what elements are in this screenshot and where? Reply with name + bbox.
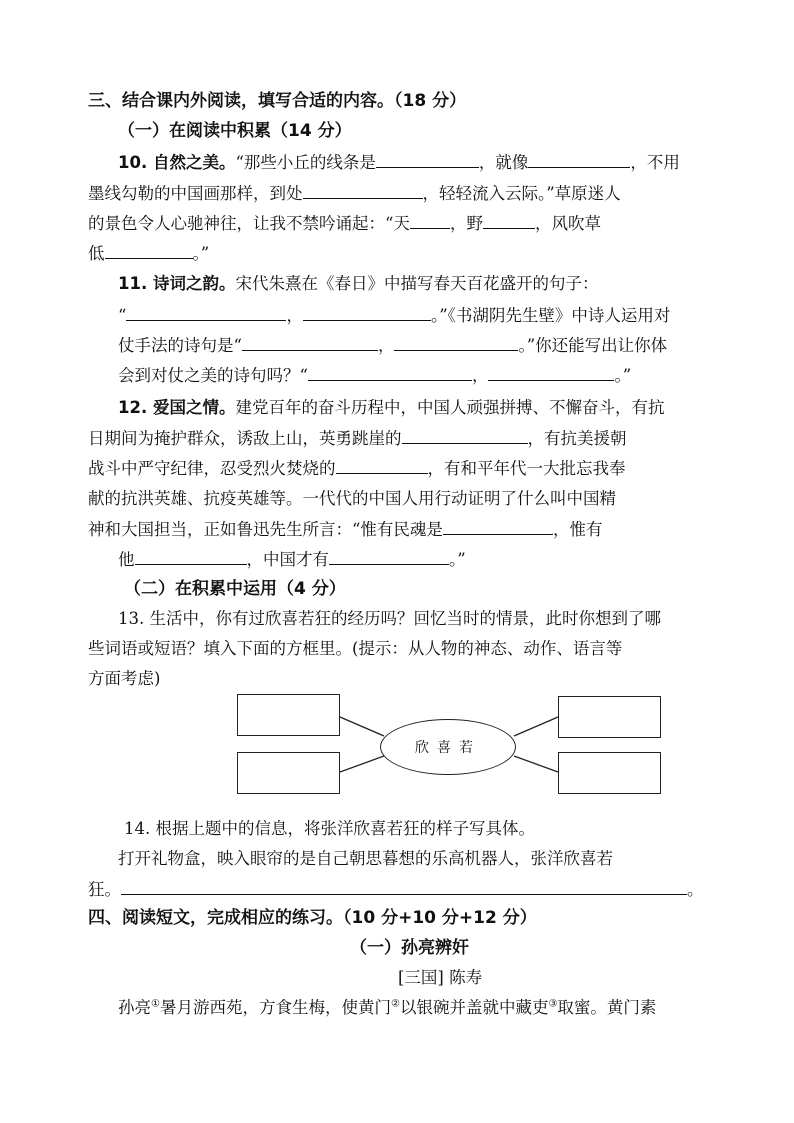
q12-line-1: 12. 爱国之情。建党百年的奋斗历程中，中国人顽强拼搏、不懈奋斗，有抗 xyxy=(118,398,665,417)
part-2-title: （二）在积累中运用（4 分） xyxy=(124,579,346,599)
answer-box-top-left[interactable] xyxy=(237,694,340,736)
footnote-ref-1: ① xyxy=(151,998,160,1010)
q11-line-1: 11. 诗词之韵。宋代朱熹在《春日》中描写春天百花盛开的句子： xyxy=(118,274,599,293)
section-3-title: 三、结合课内外阅读，填写合适的内容。（18 分） xyxy=(88,91,467,111)
q13-line-2: 些词语或短语？填入下面的方框里。(提示：从人物的神态、动作、语言等 xyxy=(88,639,623,658)
answer-box-top-right[interactable] xyxy=(558,696,661,738)
footnote-ref-3: ③ xyxy=(548,998,558,1010)
passage-1-title: （一）孙亮辨奸 xyxy=(350,938,469,958)
passage-1-author: [三国] 陈寿 xyxy=(398,968,483,987)
answer-box-bottom-right[interactable] xyxy=(558,752,661,794)
q12-line-6: 他 ，中国才有 。” xyxy=(118,550,466,569)
q10-line-3: 的景色令人心驰神往，让我不禁吟诵起：“天 ，野 ，风吹草 xyxy=(88,214,601,233)
q12-line-4: 献的抗洪英雄、抗疫英雄等。一代代的中国人用行动证明了什么叫中国精 xyxy=(88,489,616,508)
q11-line-2: “ ， 。”《书湖阴先生壁》中诗人运用对 xyxy=(118,306,671,325)
passage-1-line-1: 孙亮①暑月游西苑，方食生梅，使黄门②以银碗并盖就中藏吏③取蜜。黄门素 xyxy=(118,998,657,1017)
q14-line-2: 打开礼物盒，映入眼帘的是自己朝思暮想的乐高机器人，张洋欣喜若 xyxy=(118,849,613,868)
q11-line-3: 仗手法的诗句是“ ， 。”你还能写出让你体 xyxy=(118,336,668,355)
q12-label: 12. 爱国之情。 xyxy=(118,398,236,417)
q14-answer-blank[interactable] xyxy=(121,878,687,895)
q12-line-5: 神和大国担当，正如鲁迅先生所言：“惟有民魂是 ，惟有 xyxy=(88,520,603,539)
center-ellipse-label: 欣喜若 xyxy=(415,740,481,756)
q11-label: 11. 诗词之韵。 xyxy=(118,274,236,293)
q12-line-2: 日期间为掩护群众，诱敌上山，英勇跳崖的 ，有抗美援朝 xyxy=(88,429,627,448)
q13-line-3: 方面考虑) xyxy=(88,669,161,688)
center-ellipse xyxy=(380,719,516,775)
q12-line-3: 战斗中严守纪律，忍受烈火焚烧的 ，有和平年代一大批忘我奉 xyxy=(88,459,626,478)
part-1-title: （一）在阅读中积累（14 分） xyxy=(118,121,352,141)
section-4-title: 四、阅读短文，完成相应的练习。（10 分+10 分+12 分） xyxy=(88,908,537,928)
answer-box-bottom-left[interactable] xyxy=(237,752,340,794)
q10-line-1: 10. 自然之美。“那些小丘的线条是 ，就像 ，不用 xyxy=(118,153,680,172)
q13-line-1: 13. 生活中，你有过欣喜若狂的经历吗？回忆当时的情景，此时你想到了哪 xyxy=(118,609,661,628)
footnote-ref-2: ② xyxy=(390,998,400,1010)
q10-line-2: 墨线勾勒的中国画那样，到处 ，轻轻流入云际。”草原迷人 xyxy=(88,184,621,203)
q10-label: 10. 自然之美。 xyxy=(118,153,236,172)
q10-line-4: 低 。” xyxy=(88,244,210,263)
q14-line-3: 狂。 。 xyxy=(88,880,704,899)
q14-line-1: 14. 根据上题中的信息，将张洋欣喜若狂的样子写具体。 xyxy=(124,819,535,838)
q11-line-4: 会到对仗之美的诗句吗？“ ， 。” xyxy=(118,366,632,385)
